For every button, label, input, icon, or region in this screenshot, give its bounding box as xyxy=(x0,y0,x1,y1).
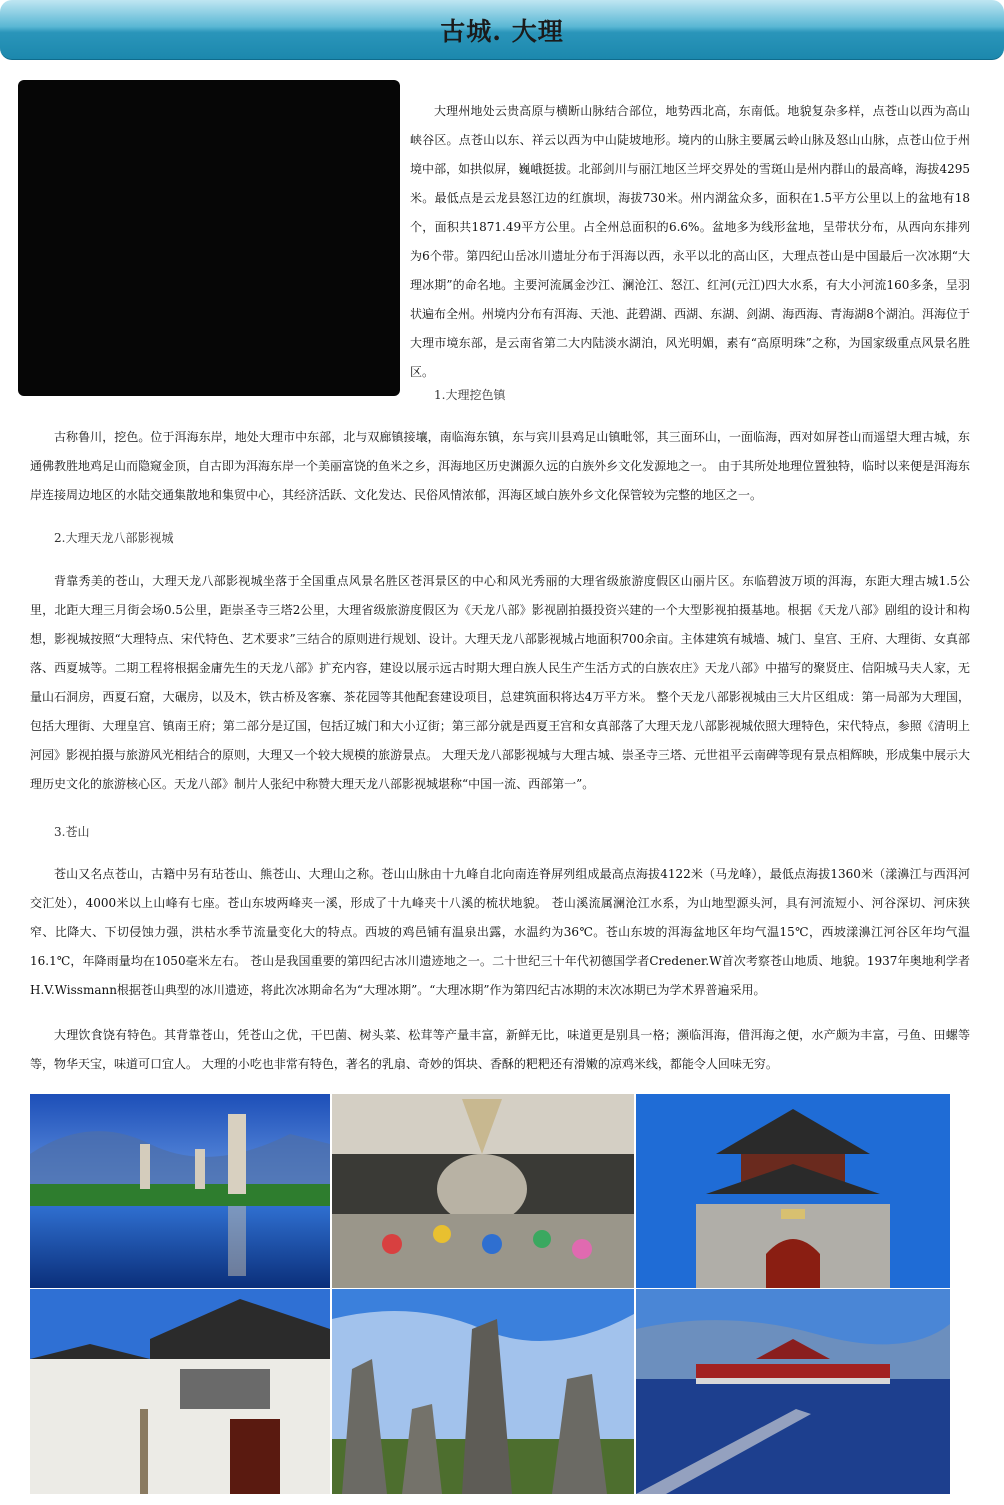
section-text-cangshan: 苍山又名点苍山，古籍中另有玷苍山、熊苍山、大理山之称。苍山山脉由十九峰自北向南连脊屏列组成最高点海拔4122米（马龙峰），最低点海拔1360米（漾濞江与西洱河交汇处），4000米以上山峰有七座。苍山东坡两峰夹一溪，形成了十九峰夹十八溪的梳状地貌。 苍山溪流属澜沧江水系，为山地型源头河，具有河流短小、河谷深切、河床狭窄、比降大、下切侵蚀力强，洪枯水季节流量变化大的特点。西坡的鸡邑铺有温泉出露，水温约为36℃。苍山东坡的洱海盆地区年均气温15℃，西坡漾濞江河谷区年均气温16.1℃，年降雨量均在1050毫米左右。 苍山是我国重要的第四纪古冰川遗迹地之一。二十世纪三十年代初德国学者Credener.W首次考察苍山地质、地貌。1937年奥地利学者H.V.Wissmann根据苍山典型的冰川遗迹，将此次冰期命名为“大理冰期”。“大理冰期”作为第四纪古冰期的末次冰期已为学术界普遍采用。 xyxy=(30,867,970,997)
section-text-food: 大理饮食饶有特色。其背靠苍山，凭苍山之优，干巴菌、树头菜、松茸等产量丰富，新鲜无比，味道更是别具一格；濒临洱海，借洱海之便，水产颇为丰富，弓鱼、田螺等等，物华天宝，味道可口宜人。 大理的小吃也非常有特色，著名的乳扇、奇妙的饵块、香酥的粑粑还有滑嫩的凉鸡米线，都能令人回味无穷。 xyxy=(30,1028,970,1071)
bai-courtyard-photo xyxy=(30,1289,330,1494)
section-heading-cangshan: 3.苍山 xyxy=(54,825,90,839)
three-pagodas-photo xyxy=(30,1094,330,1288)
section-text-wase: 古称鲁川，挖色。位于洱海东岸，地处大理市中东部，北与双廊镇接壤，南临海东镇，东与宾川县鸡足山镇毗邻，其三面环山，一面临海，西对如屏苍山而遥望大理古城，东通佛教胜地鸡足山而隐窥金顶，自古即为洱海东岸一个美丽富饶的鱼米之乡，洱海地区历史渊源久远的白族外乡文化发源地之一。 由于其所处地理位置独特，临时以来便是洱海东岸连接周边地区的水陆交通集散地和集贸中心，其经济活跃、文化发达、民俗风情浓郁，洱海区域白族外乡文化保管较为完整的地区之一。 xyxy=(30,430,970,502)
ancient-city-gate-photo xyxy=(636,1094,950,1288)
page-title: 古城. 大理 xyxy=(440,16,564,46)
page-header xyxy=(0,0,1004,60)
section-heading-wase: 1.大理挖色镇 xyxy=(434,388,506,402)
intro-paragraph: 大理州地处云贵高原与横断山脉结合部位，地势西北高，东南低。地貌复杂多样，点苍山以西为高山峡谷区。点苍山以东、祥云以西为中山陡坡地形。境内的山脉主要属云岭山脉及怒山山脉，点苍山位于州境中部，如拱似屏，巍峨挺拔。北部剑川与丽江地区兰坪交界处的雪斑山是州内群山的最高峰，海拔4295米。最低点是云龙县怒江边的红旗坝，海拔730米。州内湖盆众多，面积在1.5平方公里以上的盆地有18个，面积共1871.49平方公里。占全州总面积的6.6%。盆地多为线形盆地，呈带状分布，从西向东排列为6个带。第四纪山岳冰川遗址分布于洱海以西，永平以北的高山区，大理点苍山是中国最后一次冰期“大理冰期”的命名地。主要河流属金沙江、澜沧江、怒江、红河(元江)四大水系，有大小河流160多条，呈羽状遍布全州。州境内分布有洱海、天池、茈碧湖、西湖、东湖、剑湖、海西海、青海湖8个湖泊。洱海位于大理市境东部，是云南省第二大内陆淡水湖泊，风光明媚，素有“高原明珠”之称，为国家级重点风景名胜区。 xyxy=(410,104,971,379)
section-heading-tianlong: 2.大理天龙八部影视城 xyxy=(54,531,174,545)
section-text-tianlong: 背靠秀美的苍山，大理天龙八部影视城坐落于全国重点风景名胜区苍洱景区的中心和风光秀丽的大理省级旅游度假区山丽片区。东临碧波万顷的洱海，东距大理古城1.5公里，北距大理三月街会场0.5公里，距崇圣寺三塔2公里，大理省级旅游度假区为《天龙八部》影视剧拍摄投资兴建的一个大型影视拍摄基地。根据《天龙八部》剧组的设计和构想，影视城按照“大理特点、宋代特色、艺术要求”三结合的原则进行规划、设计。大理天龙八部影视城占地面积700余亩。主体建筑有城墙、城门、皇宫、王府、大理街、女真部落、西夏城等。二期工程将根据金庸先生的天龙八部》扩充内容，建设以展示远古时期大理白族人民生产生活方式的白族农庄》天龙八部》中描写的聚贤庄、信阳城马夫人家，无量山石洞房，西夏石窟，大碾房，以及木，铁古桥及客寨、茶花园等其他配套建设项目，总建筑面积将达4万平方米。 整个天龙八部影视城由三大片区组成：第一局部为大理国，包括大理街、大理皇宫、镇南王府；第二部分是辽国，包括辽城门和大小辽街；第三部分就是西夏王宫和女真部落了大理天龙八部影视城依照大理特色，宋代特点，参照《清明上河园》影视拍摄与旅游风光相结合的原则，大理又一个较大规模的旅游景点。 大理天龙八部影视城与大理古城、崇圣寺三塔、元世祖平云南碑等现有景点相辉映，形成集中展示大理历史文化的旅游核心区。天龙八部》制片人张纪中称赞大理天龙八部影视城堪称“中国一流、西部第一”。 xyxy=(30,574,970,791)
video-player[interactable] xyxy=(18,80,400,396)
stone-forest-photo xyxy=(332,1289,634,1494)
erhai-pavilion-photo xyxy=(636,1289,950,1494)
tianlong-water-festival-photo xyxy=(332,1094,634,1288)
